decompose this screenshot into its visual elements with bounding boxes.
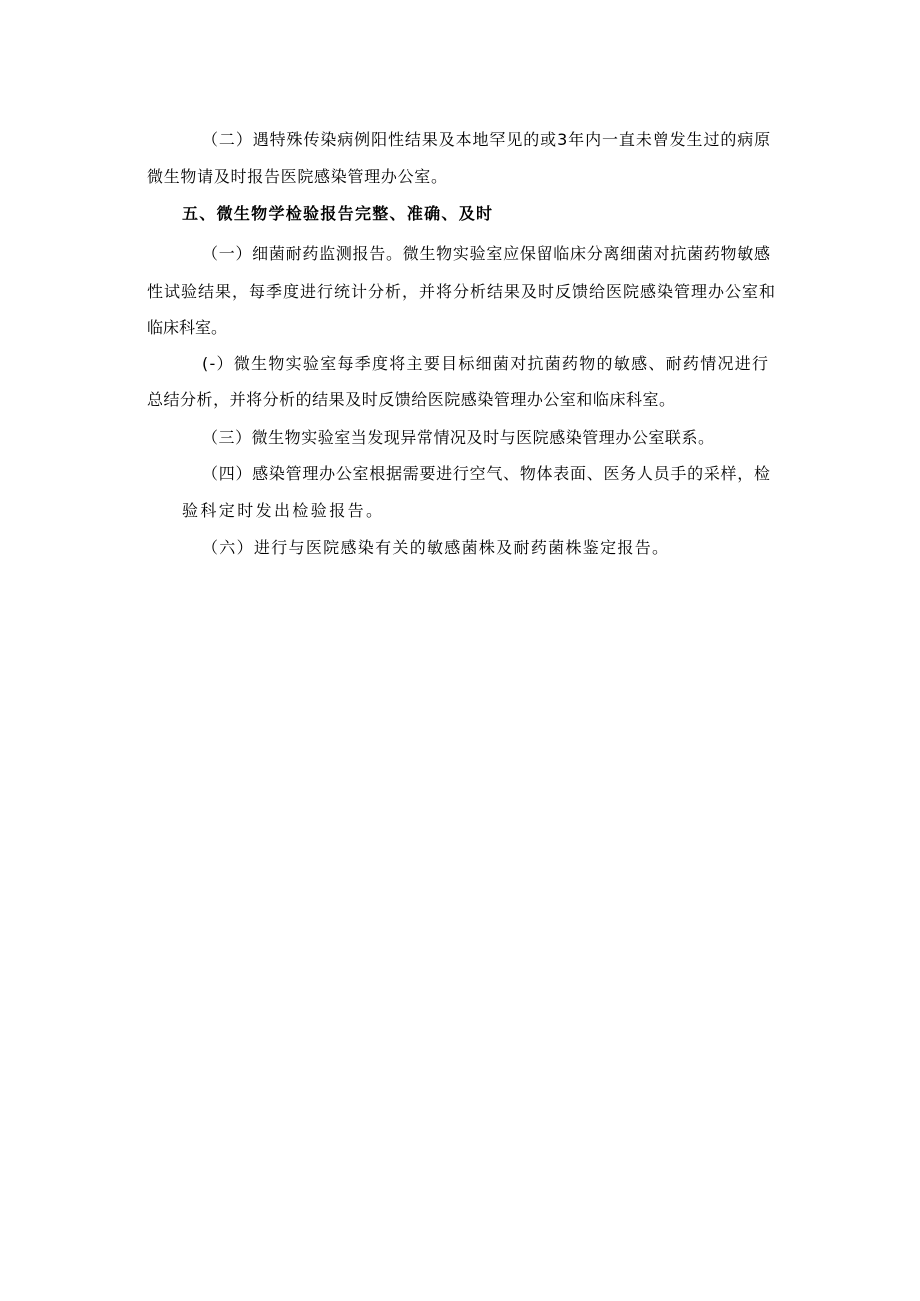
paragraph-6-line-1: （六）进行与医院感染有关的敏感菌株及耐药菌株鉴定报告。 (202, 538, 670, 557)
paragraph-2-line-1: （一）细菌耐药监测报告。微生物实验室应保留临床分离细菌对抗菌药物敏感 (202, 244, 771, 263)
paragraph-1-line-2: 微生物请及时报告医院感染管理办公室。 (147, 167, 448, 186)
paragraph-5-line-2: 验科定时发出检验报告。 (182, 501, 385, 520)
paragraph-2-line-3: 临床科室。 (147, 318, 228, 337)
paragraph-4-line-1: （三）微生物实验室当发现异常情况及时与医院感染管理办公室联系。 (202, 428, 715, 447)
paragraph-5-line-1: （四）感染管理办公室根据需要进行空气、物体表面、医务人员手的采样，检 (202, 464, 771, 483)
paragraph-3-line-1: (-）微生物实验室每季度将主要目标细菌对抗菌药物的敏感、耐药情况进行 (202, 354, 770, 373)
paragraph-3-line-2: 总结分析，并将分析的结果及时反馈给医院感染管理办公室和临床科室。 (147, 390, 676, 409)
section-heading: 五、微生物学检验报告完整、准确、及时 (182, 204, 494, 223)
paragraph-1-line-1: （二）遇特殊传染病例阳性结果及本地罕见的或3年内一直未曾发生过的病原 (202, 130, 772, 149)
paragraph-2-line-2: 性试验结果，每季度进行统计分析，并将分析结果及时反馈给医院感染管理办公室和 (147, 282, 777, 301)
